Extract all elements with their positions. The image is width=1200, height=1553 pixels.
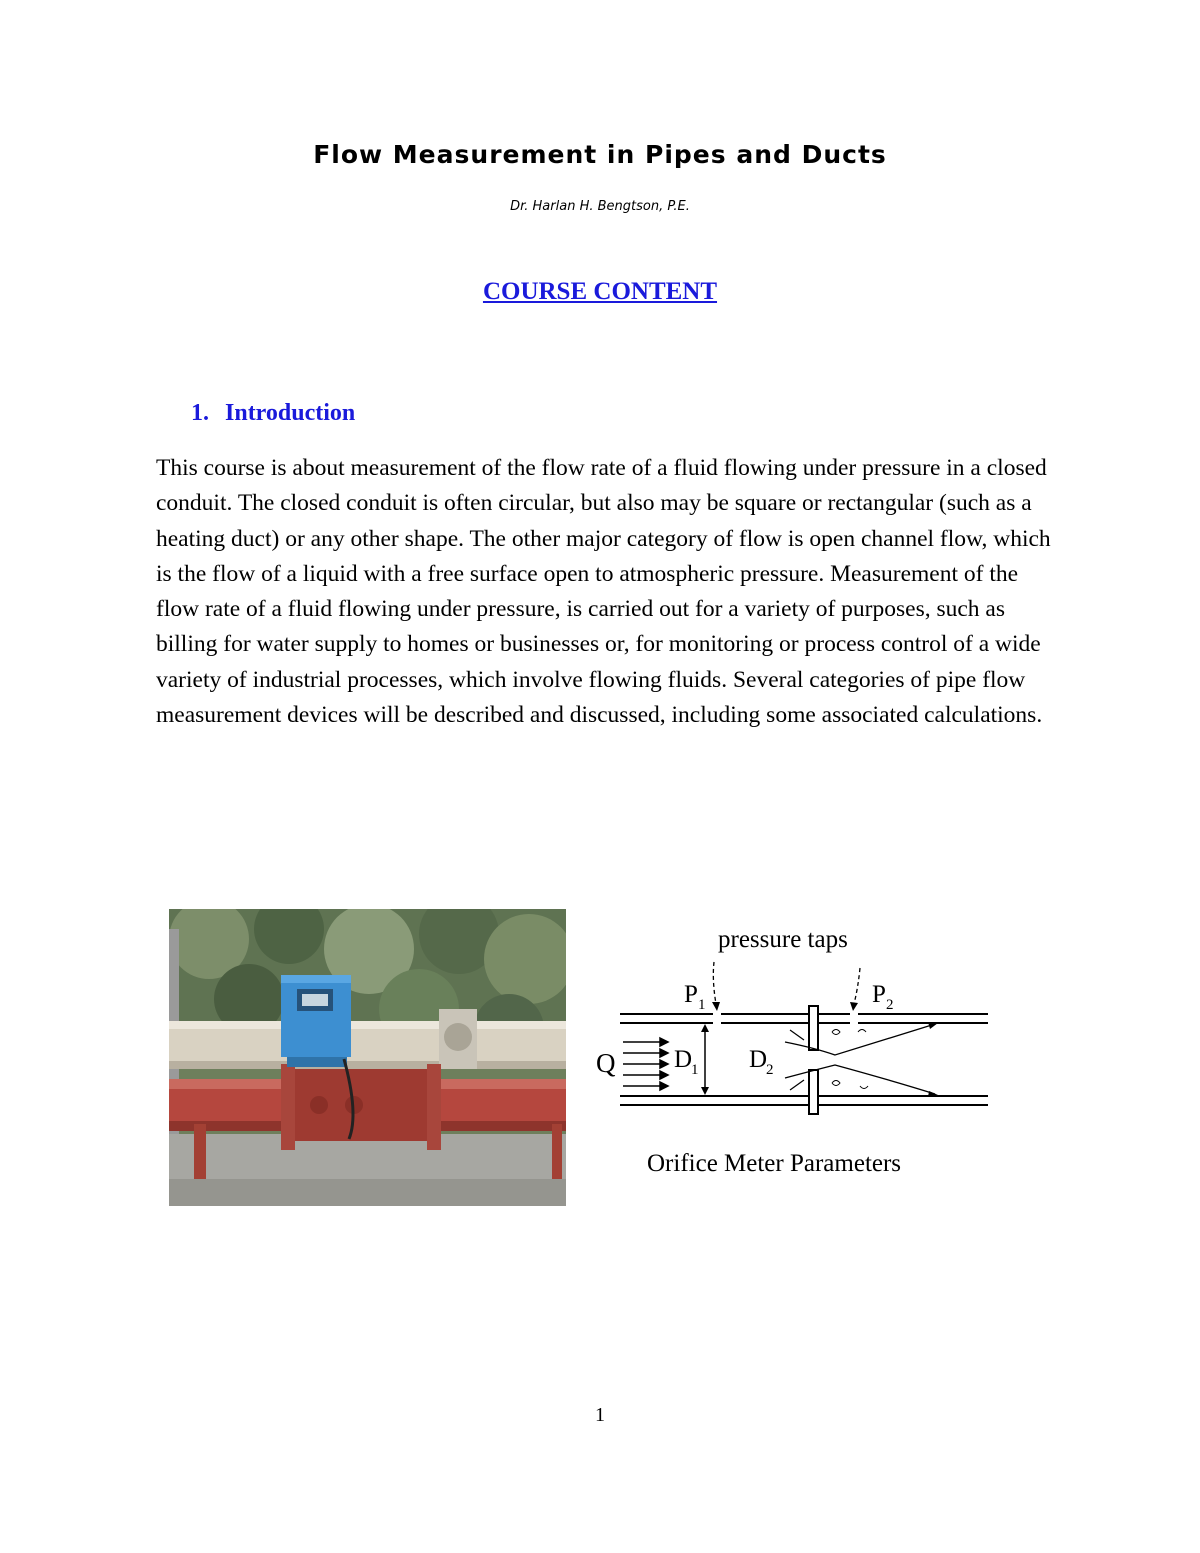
document-title: Flow Measurement in Pipes and Ducts bbox=[313, 140, 887, 169]
label-d1-subscript: 1 bbox=[691, 1062, 699, 1078]
label-q: Q bbox=[596, 1048, 616, 1078]
label-p1-subscript: 1 bbox=[698, 997, 706, 1013]
introduction-paragraph: This course is about measurement of the flow rate of a fluid flowing under pressure in a closed conduit. The closed conduit is often circular, but also may be square or rectangular (such as a heating duct) or any other shape. The other major category of flow is open channel flow, which is the flow of a liquid with a free surface open to atmospheric pressure. Measurement of the flow rate of a fluid flowing under pressure, is carried out for a variety of purposes, such as billing for water supply to homes or businesses or, for monitoring or process control of a wide variety of industrial processes, which involve flowing fluids. Several categories of pipe flow measurement devices will be described and discussed, including some associated calculations. bbox=[156, 455, 1051, 729]
section-title: Introduction bbox=[225, 400, 356, 426]
section-heading-introduction bbox=[191, 400, 355, 427]
author-line: Dr. Harlan H. Bengtson, P.E. bbox=[510, 199, 690, 214]
label-p2: P bbox=[872, 981, 886, 1008]
introduction-body bbox=[156, 451, 1066, 733]
label-d2-subscript: 2 bbox=[766, 1062, 774, 1078]
flow-meter-photo bbox=[169, 909, 566, 1206]
page-number: 1 bbox=[595, 1404, 605, 1426]
label-pressure-taps: pressure taps bbox=[718, 926, 848, 953]
orifice-meter-diagram bbox=[590, 920, 1000, 1185]
label-d2: D bbox=[749, 1046, 768, 1073]
label-p2-subscript: 2 bbox=[886, 997, 894, 1013]
course-content-link[interactable]: COURSE CONTENT bbox=[482, 278, 718, 305]
section-number: 1. bbox=[191, 400, 209, 426]
label-d1: D bbox=[674, 1046, 693, 1073]
label-p1: P bbox=[684, 981, 698, 1008]
diagram-caption: Orifice Meter Parameters bbox=[647, 1150, 902, 1177]
